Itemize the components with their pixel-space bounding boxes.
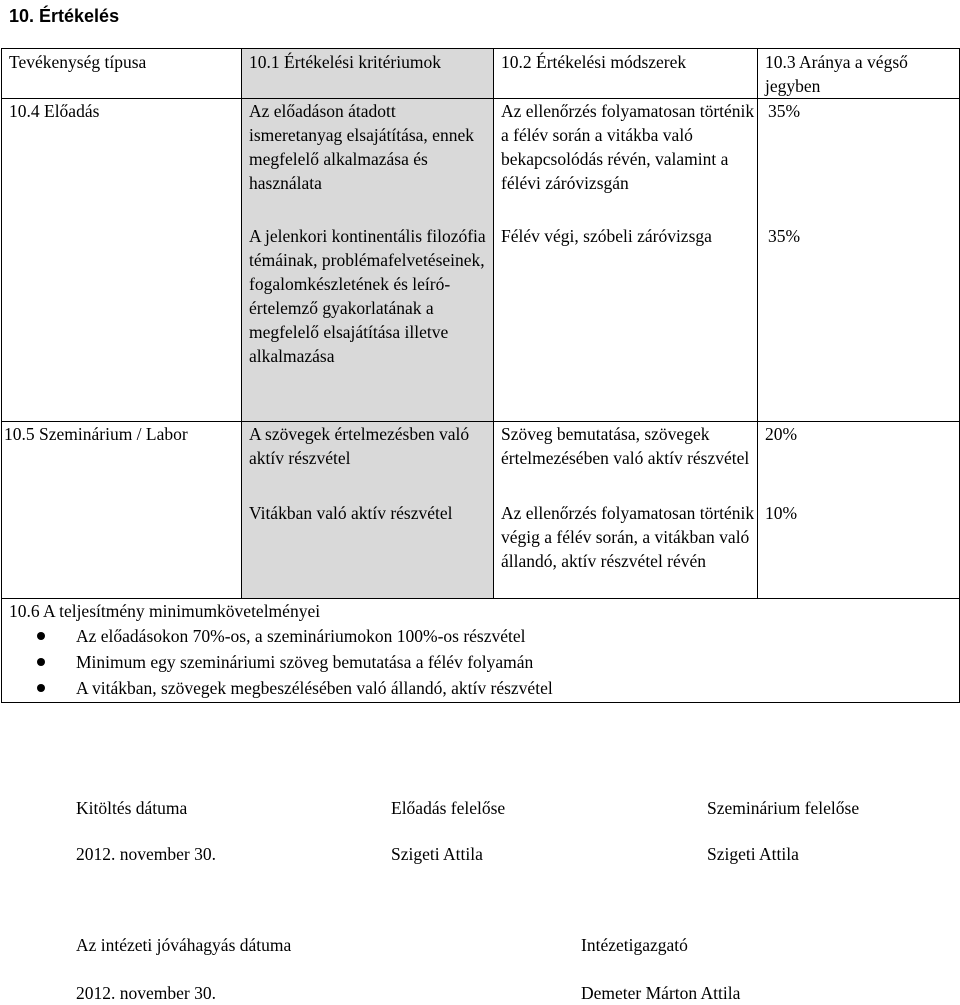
seminar-type-cell: 10.5 Szeminárium / Labor [2, 422, 242, 599]
seminar-method-2: Az ellenőrzés folyamatosan történik végig a félév során, a vitákban való állandó, aktív részvétel révén [494, 501, 758, 599]
seminar-criterion-2: Vitákban való aktív részvétel [242, 501, 494, 599]
bullet-icon [37, 658, 45, 666]
fill-date-value: 2012. november 30. [76, 844, 216, 864]
table-row [2, 99, 960, 224]
lecture-type-cell: 10.4 Előadás [2, 99, 242, 422]
list-item-text: Az előadásokon 70%-os, a szemináriumokon 100%-os részvétel [76, 626, 526, 646]
header-ratio: 10.3 Aránya a végső jegyben [758, 49, 960, 99]
list-item [9, 623, 959, 649]
list-item [9, 675, 959, 701]
seminar-ratio-2: 10% [758, 501, 960, 599]
director-value: Demeter Márton Attila [581, 983, 741, 1003]
fill-date-label: Kitöltés dátuma [76, 798, 188, 818]
approval-date-value: 2012. november 30. [76, 983, 216, 1003]
header-methods: 10.2 Értékelési módszerek [494, 49, 758, 99]
header-activity-type: Tevékenység típusa [2, 49, 242, 99]
lecture-owner-label: Előadás felelőse [391, 798, 506, 818]
evaluation-table [1, 48, 960, 703]
minimum-requirements-list [9, 623, 959, 701]
list-item [9, 649, 959, 675]
seminar-owner-value: Szigeti Attila [707, 844, 799, 864]
minimum-requirements-title: 10.6 A teljesítmény minimumkövetelményei [9, 601, 321, 621]
lecture-method-2: Félév végi, szóbeli záróvizsga [494, 224, 758, 422]
minimum-requirements-cell [2, 599, 960, 703]
lecture-criterion-2: A jelenkori kontinentális filozófia témáinak, problémafelvetéseinek, fogalomkészletének és leíró-értelemző gyakorlatának a megfelelő elsajátítása illetve alkalmazása [242, 224, 494, 422]
table-header-row [2, 49, 960, 99]
approval-date-label: Az intézeti jóváhagyás dátuma [76, 935, 292, 955]
minimum-requirements-row [2, 599, 960, 703]
header-criteria: 10.1 Értékelési kritériumok [242, 49, 494, 99]
section-heading: 10. Értékelés [9, 6, 120, 26]
seminar-ratio-1: 20% [758, 422, 960, 501]
lecture-ratio-2: 35% [758, 224, 960, 422]
table-row [2, 422, 960, 501]
seminar-criterion-1: A szövegek értelmezésben való aktív részvétel [242, 422, 494, 501]
lecture-method-1: Az ellenőrzés folyamatosan történik a félév során a vitákba való bekapcsolódás révén, valamint a félévi záróvizsgán [494, 99, 758, 224]
lecture-ratio-1: 35% [758, 99, 960, 224]
bullet-icon [37, 632, 45, 640]
seminar-owner-label: Szeminárium felelőse [707, 798, 860, 818]
bullet-icon [37, 684, 45, 692]
list-item-text: A vitákban, szövegek megbeszélésében való állandó, aktív részvétel [76, 678, 553, 698]
lecture-owner-value: Szigeti Attila [391, 844, 483, 864]
director-label: Intézetigazgató [581, 935, 688, 955]
seminar-method-1: Szöveg bemutatása, szövegek értelmezésében való aktív részvétel [494, 422, 758, 501]
list-item-text: Minimum egy szemináriumi szöveg bemutatása a félév folyamán [76, 652, 534, 672]
lecture-criterion-1: Az előadáson átadott ismeretanyag elsajátítása, ennek megfelelő alkalmazása és használata [242, 99, 494, 224]
